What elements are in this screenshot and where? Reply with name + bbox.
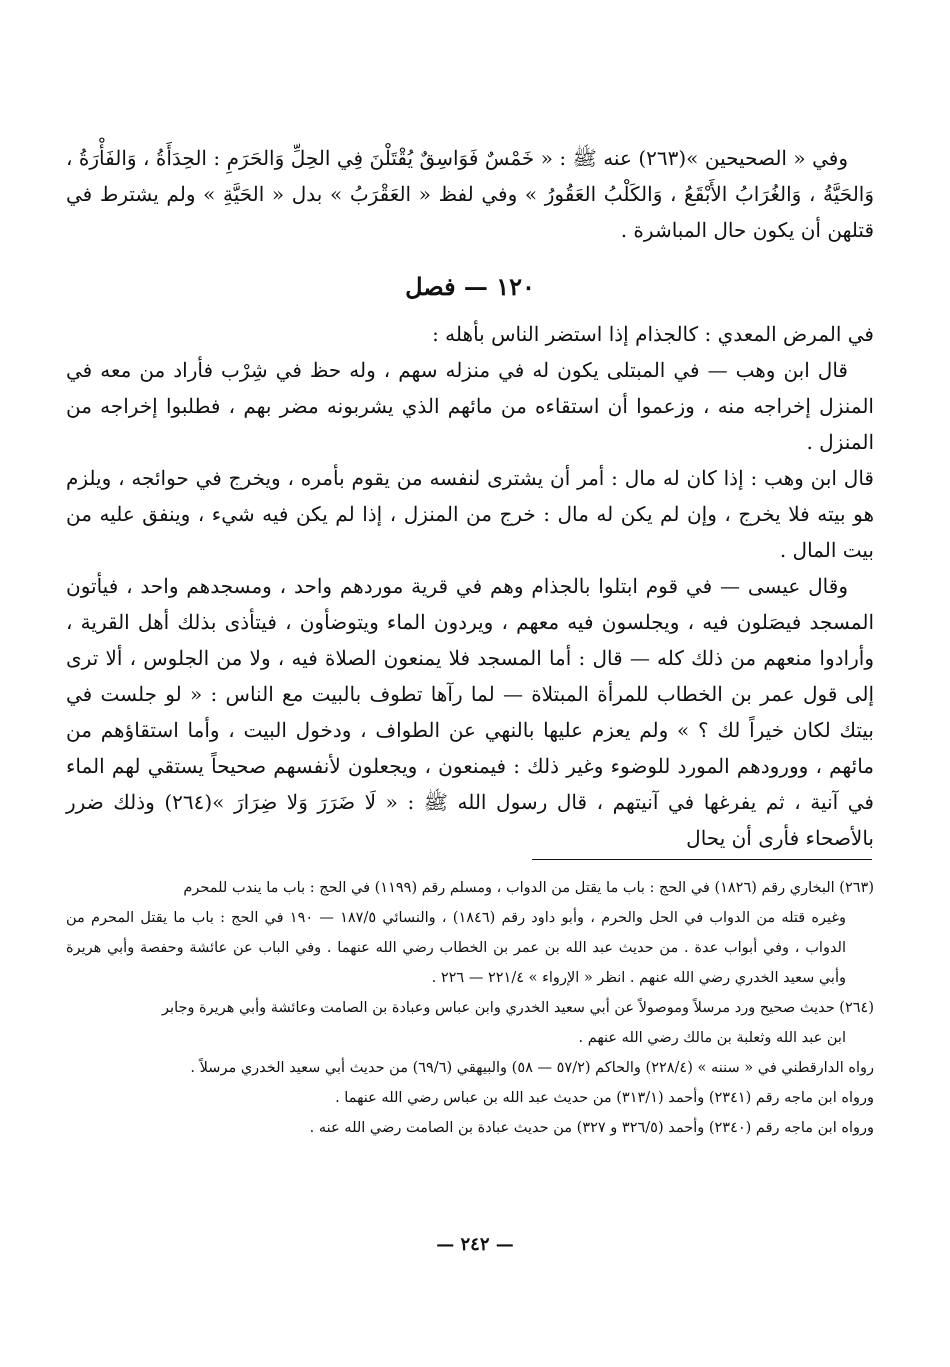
- footnote-divider: [532, 859, 872, 860]
- footnote-264-line2: ابن عبد الله وثعلبة بن مالك رضي الله عنهم .: [578, 1030, 846, 1046]
- footnote-264-ibn-majah-1: ورواه ابن ماجه رقم (٢٣٤١) وأحمد (٣١٣/١) من حديث عبد الله بن عباس رضي الله عنهما .: [335, 1090, 874, 1106]
- footnote-263-body: وغيره قتله من الدواب في الحل والحرم ، وأبو داود رقم (١٨٤٦) ، والنسائي ١٨٧/٥ — ١٩٠ في الحج : باب ما يقتل المحرم من الدواب ، وفي أبواب عدة . من حديث عبد الله بن عمر بن الخطاب رضي الله عنهما . وفي الباب عن عائشة وحفصة وأبي هريرة وأبي سعيد الخدري رضي الله عنهم . انظر « الإرواء » ٢٢١/٤ — ٢٢٦ .: [66, 910, 846, 986]
- section-heading: ١٢٠ — فصل: [405, 272, 535, 301]
- footnote-264-daraqutni: رواه الدارقطني في « سننه » (٢٢٨/٤) والحاكم (٥٧/٢ — ٥٨) والبيهقي (٦٩/٦) من حديث أبي سعيد الخدري مرسلاً .: [190, 1060, 874, 1076]
- paragraph-isa: وقال عيسى — في قوم ابتلوا بالجذام وهم في قرية موردهم واحد ، ومسجدهم واحد ، فيأتون المسجد فيصَلون فيه ، ويجلسون فيه معهم ، ويردون الماء ويتوضأون ، فيتأذى بذلك أهل القرية ، وأرادوا منعهم من ذلك كله — قال : أما المسجد فلا يمنعون الصلاة فيه ، ولا من الجلوس ، ألا ترى إلى قول عمر بن الخطاب للمرأة المبتلاة — لما رآها تطوف بالبيت مع الناس : « لو جلست في بيتك لكان خيراً لك ؟ » ولم يعزم عليها بالنهي عن الطواف ، ودخول البيت ، وأما استقاؤهم من مائهم ، وورودهم المورد للوضوء وغير ذلك : فيمنعون ، ويجعلون لأنفسهم صحيحاً يستقي لهم الماء في آنية ، ثم يفرغها في آنيتهم ، قال رسول الله ﷺ : « لَا ضَرَرَ وَلا ضِرَارَ »(٢٦٤) وذلك ضرر بالأصحاء فأرى أن يحال: [66, 574, 875, 850]
- main-text: [66, 140, 874, 856]
- footnote-264-line1: (٢٦٤) حديث صحيح ورد مرسلاً وموصولاً عن أبي سعيد الخدري وابن عباس وعبادة بن الصامت وعائشة وأبي هريرة وجابر: [162, 1000, 874, 1016]
- page-number: — ٢٤٢ —: [436, 1234, 514, 1255]
- paragraph-ibn-wahb-2: قال ابن وهب : إذا كان له مال : أمر أن يشترى لنفسه من يقوم بأمره ، ويخرج في حوائجه ، ويلزم هو بيته فلا يخرج ، وإن لم يكن له مال : خرج من المنزل ، إذا لم يكن فيه شيء ، وينفق عليه من بيت المال .: [66, 466, 874, 562]
- footnotes: [66, 873, 874, 1143]
- footnote-264-ibn-majah-2: ورواه ابن ماجه رقم (٢٣٤٠) وأحمد (٣٢٦/٥ و ٣٢٧) من حديث عبادة بن الصامت رضي الله عنه .: [309, 1120, 874, 1136]
- paragraph-hadith-five: وفي « الصحيحين »(٢٦٣) عنه ﷺ : « خَمْسٌ فَوَاسِقٌ يُقْتَلْنَ فِي الحِلِّ وَالحَرَمِ : الحِدَأَةُ ، وَالفَأْرَةُ ، وَالحَيَّةُ ، وَالغُرَابُ الأَبْقَعُ ، وَالكَلْبُ العَقُورُ » وفي لفظ « العَقْرَبُ » بدل « الحَيَّةِ » ولم يشترط في قتلهن أن يكون حال المباشرة .: [66, 146, 874, 242]
- paragraph-topic: في المرض المعدي : كالجذام إذا استضر الناس بأهله :: [432, 322, 874, 346]
- footnote-263-line1: (٢٦٣) البخاري رقم (١٨٢٦) في الحج : باب ما يقتل من الدواب ، ومسلم رقم (١١٩٩) في الحج : باب ما يندب للمحرم: [183, 880, 874, 896]
- paragraph-ibn-wahb-1: قال ابن وهب — في المبتلى يكون له في منزله سهم ، وله حظ في شِرْب فأراد من معه في المنزل إخراجه منه ، وزعموا أن استقاءه من مائهم الذي يشربونه مضر بهم ، فطلبوا إخراجه من المنزل .: [66, 358, 874, 454]
